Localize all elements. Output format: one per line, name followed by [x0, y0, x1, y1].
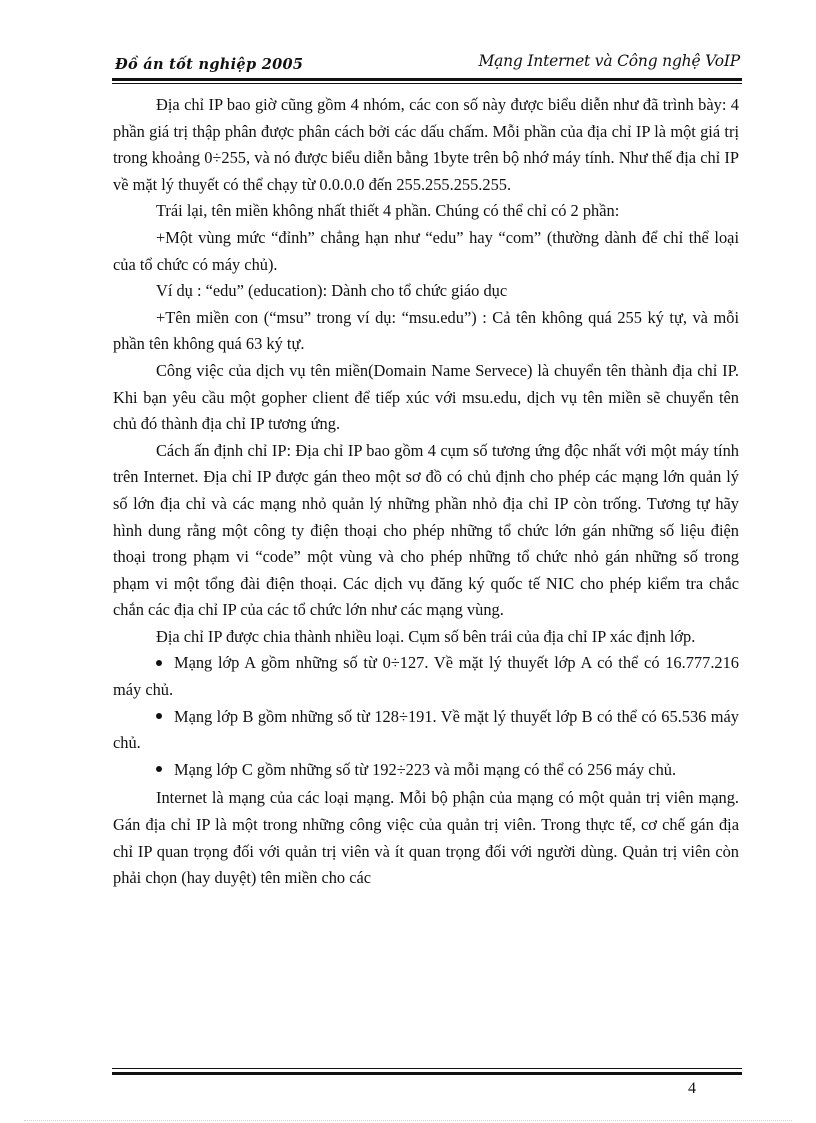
paragraph: Internet là mạng của các loại mạng. Mỗi bộ phận của mạng có một quản trị viên mạng. Gán địa chỉ IP là một trong những công việc của quản trị viên. Trong thực tế, cơ chế gán địa chỉ IP quan trọng đối với quản trị viên và ít quan trọng đối với người dùng. Quản trị viên còn phải chọn (hay duyệt) tên miền cho các: [113, 788, 739, 888]
paragraph: Địa chỉ IP bao giờ cũng gồm 4 nhóm, các con số này được biểu diễn như đã trình bày: 4 phần giá trị thập phân được phân cách bởi các dấu chấm. Mỗi phần của địa chỉ IP là một giá trị trong khoảng 0÷255, và nó được biểu diễn bằng 1byte trên bộ nhớ máy tính. Như thế địa chỉ IP về mặt lý thuyết có thể chạy từ 0.0.0.0 đến 255.255.255.255.: [113, 95, 739, 194]
paragraph: +Một vùng mức “đỉnh” chẳng hạn như “edu” hay “com” (thường dành để chỉ thể loại của tổ chức có máy chủ).: [113, 227, 739, 274]
paragraph: Cách ấn định chỉ IP: Địa chỉ IP bao gồm 4 cụm số tương ứng độc nhất với một máy tính trên Internet. Địa chỉ IP được gán theo một sơ đồ có chủ định cho phép các mạng lớn quản lý số lớn địa chỉ và các mạng nhỏ quản lý những phần nhỏ địa chỉ IP còn trống. Tương tự hãy hình dung rằng một công ty điện thoại cho phép những tổ chức lớn gán những số liệu điện thoại trong phạm vi “code” một vùng và cho phép những tổ chức nhỏ gán những số trong phạm vi một tổng đài điện thoại. Các dịch vụ đăng ký quốc tế NIC cho phép kiểm tra chắc chắn các địa chỉ IP của các tổ chức lớn như các mạng vùng.: [113, 440, 739, 620]
footer-rule-thick: [112, 1072, 742, 1075]
header-left-title: Đồ án tốt nghiệp 2005: [115, 56, 304, 73]
page-header: [112, 48, 742, 78]
bullet-icon: [156, 713, 162, 719]
header-rule-thin: [112, 83, 742, 84]
list-item-text: Mạng lớp B gồm những số từ 128÷191. Về mặt lý thuyết lớp B có thể có 65.536 máy chủ.: [113, 706, 739, 753]
list-item-text: Mạng lớp A gồm những số từ 0÷127. Về mặt lý thuyết lớp A có thể có 16.777.216 máy chủ.: [113, 653, 739, 700]
page-edge-divider: [24, 1120, 792, 1121]
footer-rule-thin: [112, 1068, 742, 1069]
list-item: [113, 757, 739, 784]
body-text: [113, 92, 739, 892]
list-item: [113, 650, 739, 703]
paragraph: Công việc của dịch vụ tên miền(Domain Name Servece) là chuyển tên thành địa chỉ IP. Khi bạn yêu cầu một gopher client để tiếp xúc với msu.edu, dịch vụ tên miền sẽ chuyển tên chủ đó thành địa chỉ IP tương ứng.: [113, 360, 739, 434]
bullet-icon: [156, 766, 162, 772]
header-right-title: Mạng Internet và Công nghệ VoIP: [478, 52, 740, 70]
paragraph: +Tên miền con (“msu” trong ví dụ: “msu.edu”) : Cả tên không quá 255 ký tự, và mỗi phần tên không quá 63 ký tự.: [113, 307, 739, 354]
paragraph: Địa chỉ IP được chia thành nhiều loại. Cụm số bên trái của địa chỉ IP xác định lớp.: [156, 626, 696, 646]
list-item-text: Mạng lớp C gồm những số từ 192÷223 và mỗi mạng có thể có 256 máy chủ.: [174, 759, 677, 779]
paragraph: Trái lại, tên miền không nhất thiết 4 phần. Chúng có thể chỉ có 2 phần:: [156, 201, 620, 221]
page-number: 4: [688, 1080, 696, 1097]
header-rule-thick: [112, 78, 742, 81]
paragraph: Ví dụ : “edu” (education): Dành cho tổ chức giáo dục: [156, 281, 508, 301]
bullet-icon: [156, 660, 162, 666]
list-item: [113, 704, 739, 757]
